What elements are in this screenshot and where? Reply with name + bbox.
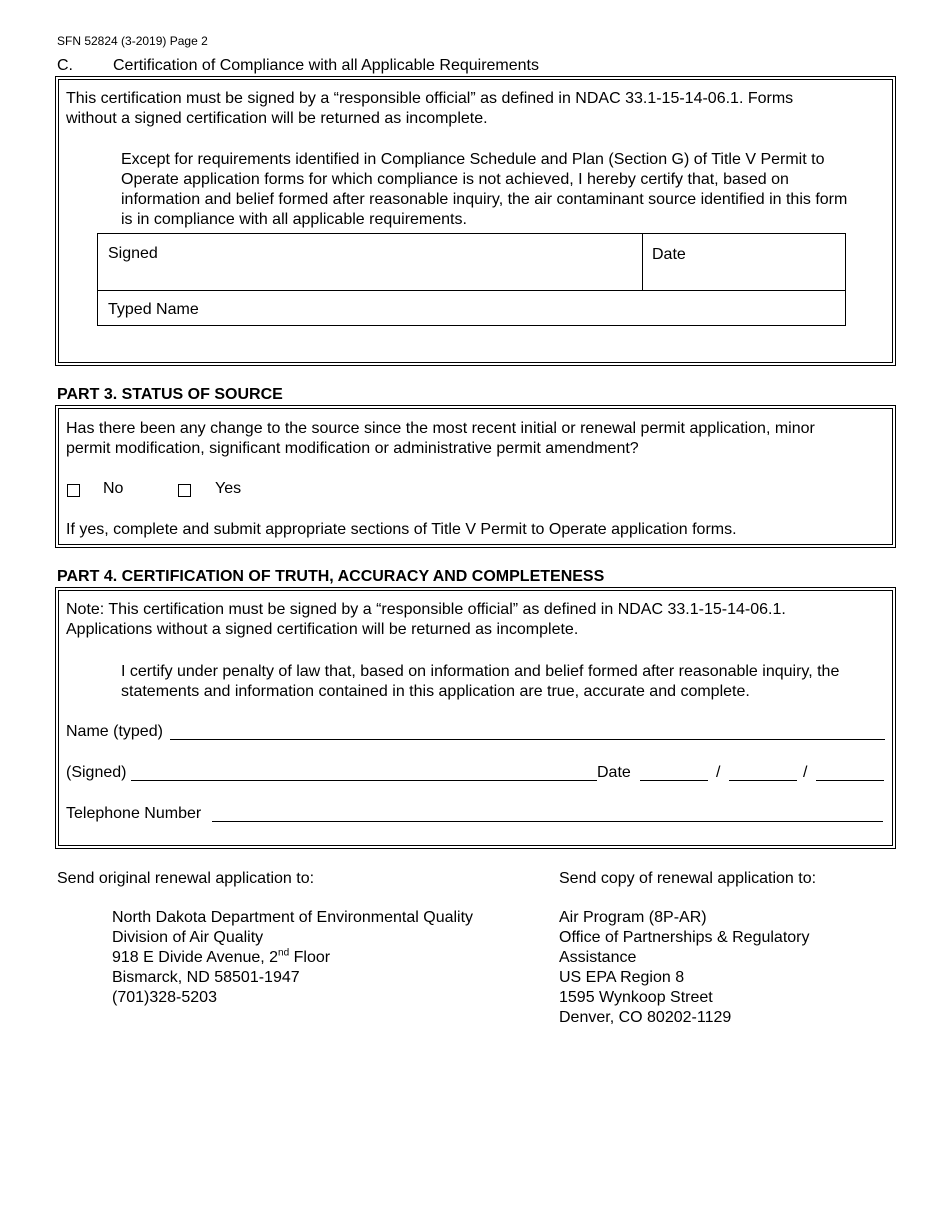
checkbox-no[interactable] [67, 484, 80, 497]
section-c-note-line: without a signed certification will be returned as incomplete. [66, 110, 488, 127]
no-label: No [103, 480, 124, 497]
date-year-line[interactable] [816, 780, 884, 781]
send-original-address [112, 908, 473, 1008]
question-line: Has there been any change to the source since the most recent initial or renewal permit application, minor [66, 420, 815, 437]
statement-line: is in compliance with all applicable requirements. [121, 211, 467, 228]
date-label: Date [597, 764, 631, 781]
name-typed-line[interactable] [170, 739, 885, 740]
section-c-title: Certification of Compliance with all Applicable Requirements [113, 57, 539, 74]
address-line: Office of Partnerships & Regulatory [559, 929, 810, 946]
checkbox-yes[interactable] [178, 484, 191, 497]
part3-question [66, 419, 815, 459]
part3-instruction: If yes, complete and submit appropriate sections of Title V Permit to Operate application forms. [66, 521, 737, 538]
yes-label: Yes [215, 480, 242, 497]
part4-statement [121, 662, 839, 702]
date-field[interactable]: Date [652, 246, 686, 263]
signed-field[interactable]: Signed [108, 245, 158, 262]
address-line: US EPA Region 8 [559, 969, 685, 986]
part4-statement-line: I certify under penalty of law that, based on information and belief formed after reasonable inquiry, the [121, 663, 840, 680]
statement-line: information and belief formed after reasonable inquiry, the air contaminant source identified in this form [121, 191, 848, 208]
part4-heading: PART 4. CERTIFICATION OF TRUTH, ACCURACY AND COMPLETENESS [57, 568, 605, 585]
statement-line: Except for requirements identified in Compliance Schedule and Plan (Section G) of Title V Permit to [121, 151, 825, 168]
address-line: Division of Air Quality [112, 929, 264, 946]
section-c-note-line: This certification must be signed by a “responsible official” as defined in NDAC 33.1-15-14-06.1. Forms [66, 90, 794, 107]
part4-note-line: Note: This certification must be signed by a “responsible official” as defined in NDAC 33.1-15-14-06.1. [66, 601, 786, 618]
send-original-heading: Send original renewal application to: [57, 870, 315, 887]
address-line: 918 E Divide Avenue, 2nd Floor [112, 947, 331, 966]
date-day-line[interactable] [729, 780, 797, 781]
date-month-line[interactable] [640, 780, 708, 781]
address-line: Bismarck, ND 58501-1947 [112, 969, 300, 986]
signed-line[interactable] [131, 780, 597, 781]
address-line: Assistance [559, 949, 637, 966]
address-line: North Dakota Department of Environmental Quality [112, 909, 474, 926]
send-copy-heading: Send copy of renewal application to: [559, 870, 817, 887]
address-line: (701)328-5203 [112, 989, 217, 1006]
name-typed-label: Name (typed) [66, 723, 163, 740]
part4-note [66, 600, 786, 640]
question-line: permit modification, significant modification or administrative permit amendment? [66, 440, 639, 457]
part4-note-line: Applications without a signed certification will be returned as incomplete. [66, 621, 579, 638]
send-copy-address [559, 908, 810, 1028]
part4-statement-line: statements and information contained in this application are true, accurate and complete. [121, 683, 750, 700]
address-line: Denver, CO 80202-1129 [559, 1009, 732, 1026]
no-checkbox[interactable] [67, 482, 80, 500]
telephone-line[interactable] [212, 821, 883, 822]
section-c-signature-table [97, 233, 846, 326]
date-separator: / [803, 764, 808, 781]
part3-heading: PART 3. STATUS OF SOURCE [57, 386, 283, 403]
section-c-note [66, 89, 793, 129]
section-c-heading [57, 57, 539, 75]
form-id: SFN 52824 (3-2019) Page 2 [57, 34, 208, 48]
typed-name-field[interactable]: Typed Name [108, 301, 199, 318]
section-c-letter: C. [57, 57, 73, 74]
signed-label: (Signed) [66, 764, 127, 781]
date-separator: / [716, 764, 721, 781]
yes-checkbox[interactable] [178, 482, 191, 500]
statement-line: Operate application forms for which compliance is not achieved, I hereby certify that, based on [121, 171, 789, 188]
address-line: Air Program (8P-AR) [559, 909, 707, 926]
telephone-label: Telephone Number [66, 805, 202, 822]
address-line: 1595 Wynkoop Street [559, 989, 713, 1006]
section-c-statement [121, 150, 847, 230]
